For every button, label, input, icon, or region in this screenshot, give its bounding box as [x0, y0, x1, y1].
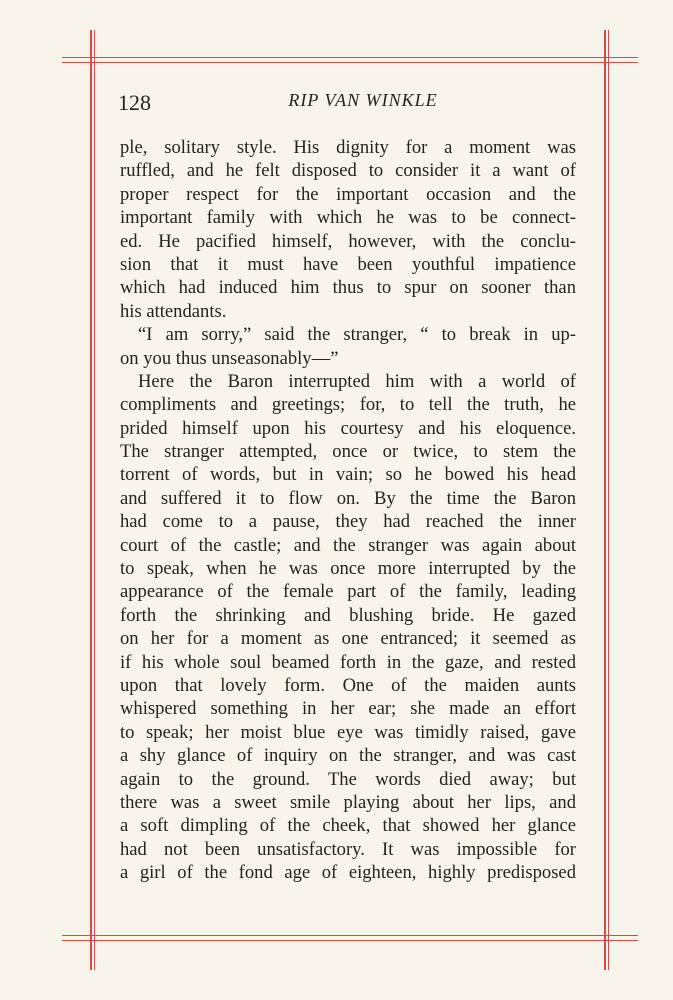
text-line: compliments and greetings; for, to tell the truth, he — [120, 394, 576, 416]
text-line: important family with which he was to be connect- — [120, 207, 576, 229]
text-line: prided himself upon his courtesy and his eloquence. — [120, 417, 576, 439]
running-title: RIP VAN WINKLE — [288, 90, 438, 110]
text-line: to speak, when he was once more interrupted by the — [120, 558, 576, 580]
text-line: on her for a moment as one entranced; it seemed as — [120, 628, 576, 650]
text-line: torrent of words, but in vain; so he bowed his head — [120, 464, 576, 486]
border-rule-left — [90, 30, 95, 970]
text-line: “I am sorry,” said the stranger, “ to break in up- — [138, 324, 576, 346]
page-header — [118, 86, 578, 126]
text-line: The stranger attempted, once or twice, to stem the — [120, 441, 576, 463]
page-number: 128 — [118, 90, 151, 115]
text-line: if his whole soul beamed forth in the gaze, and rested — [120, 651, 576, 673]
text-line: had not been unsatisfactory. It was impossible for — [120, 838, 576, 860]
text-line: court of the castle; and the stranger was again about — [120, 534, 576, 556]
text-line: to speak; her moist blue eye was timidly raised, gave — [120, 721, 576, 743]
text-line: and suffered it to flow on. By the time the Baron — [120, 487, 576, 509]
text-line: there was a sweet smile playing about her lips, and — [120, 791, 576, 813]
text-line: forth the shrinking and blushing bride. He gazed — [120, 604, 576, 626]
text-line: appearance of the female part of the family, leading — [120, 581, 576, 603]
body-text — [120, 136, 576, 885]
text-line: ruffled, and he felt disposed to consider it a want of — [120, 160, 576, 182]
text-line: his attendants. — [120, 300, 227, 322]
text-line: sion that it must have been youthful impatience — [120, 253, 576, 275]
text-line: ed. He pacified himself, however, with the conclu- — [120, 230, 576, 252]
text-line: a soft dimpling of the cheek, that showed her glance — [120, 815, 576, 837]
text-line: on you thus unseasonably—” — [120, 347, 339, 369]
text-line: again to the ground. The words died away; but — [120, 768, 576, 790]
border-rule-top — [62, 57, 638, 63]
border-rule-right — [604, 30, 609, 970]
text-line: had come to a pause, they had reached the inner — [120, 511, 576, 533]
text-line: upon that lovely form. One of the maiden aunts — [120, 674, 576, 696]
text-line: a girl of the fond age of eighteen, highly predisposed — [120, 862, 576, 884]
text-line: Here the Baron interrupted him with a world of — [138, 370, 576, 392]
text-line: a shy glance of inquiry on the stranger, and was cast — [120, 745, 576, 767]
text-line: which had induced him thus to spur on sooner than — [120, 277, 576, 299]
text-line: proper respect for the important occasion and the — [120, 183, 576, 205]
border-rule-bottom — [62, 935, 638, 941]
text-line: ple, solitary style. His dignity for a moment was — [120, 137, 576, 158]
text-line: whispered something in her ear; she made an effort — [120, 698, 576, 720]
